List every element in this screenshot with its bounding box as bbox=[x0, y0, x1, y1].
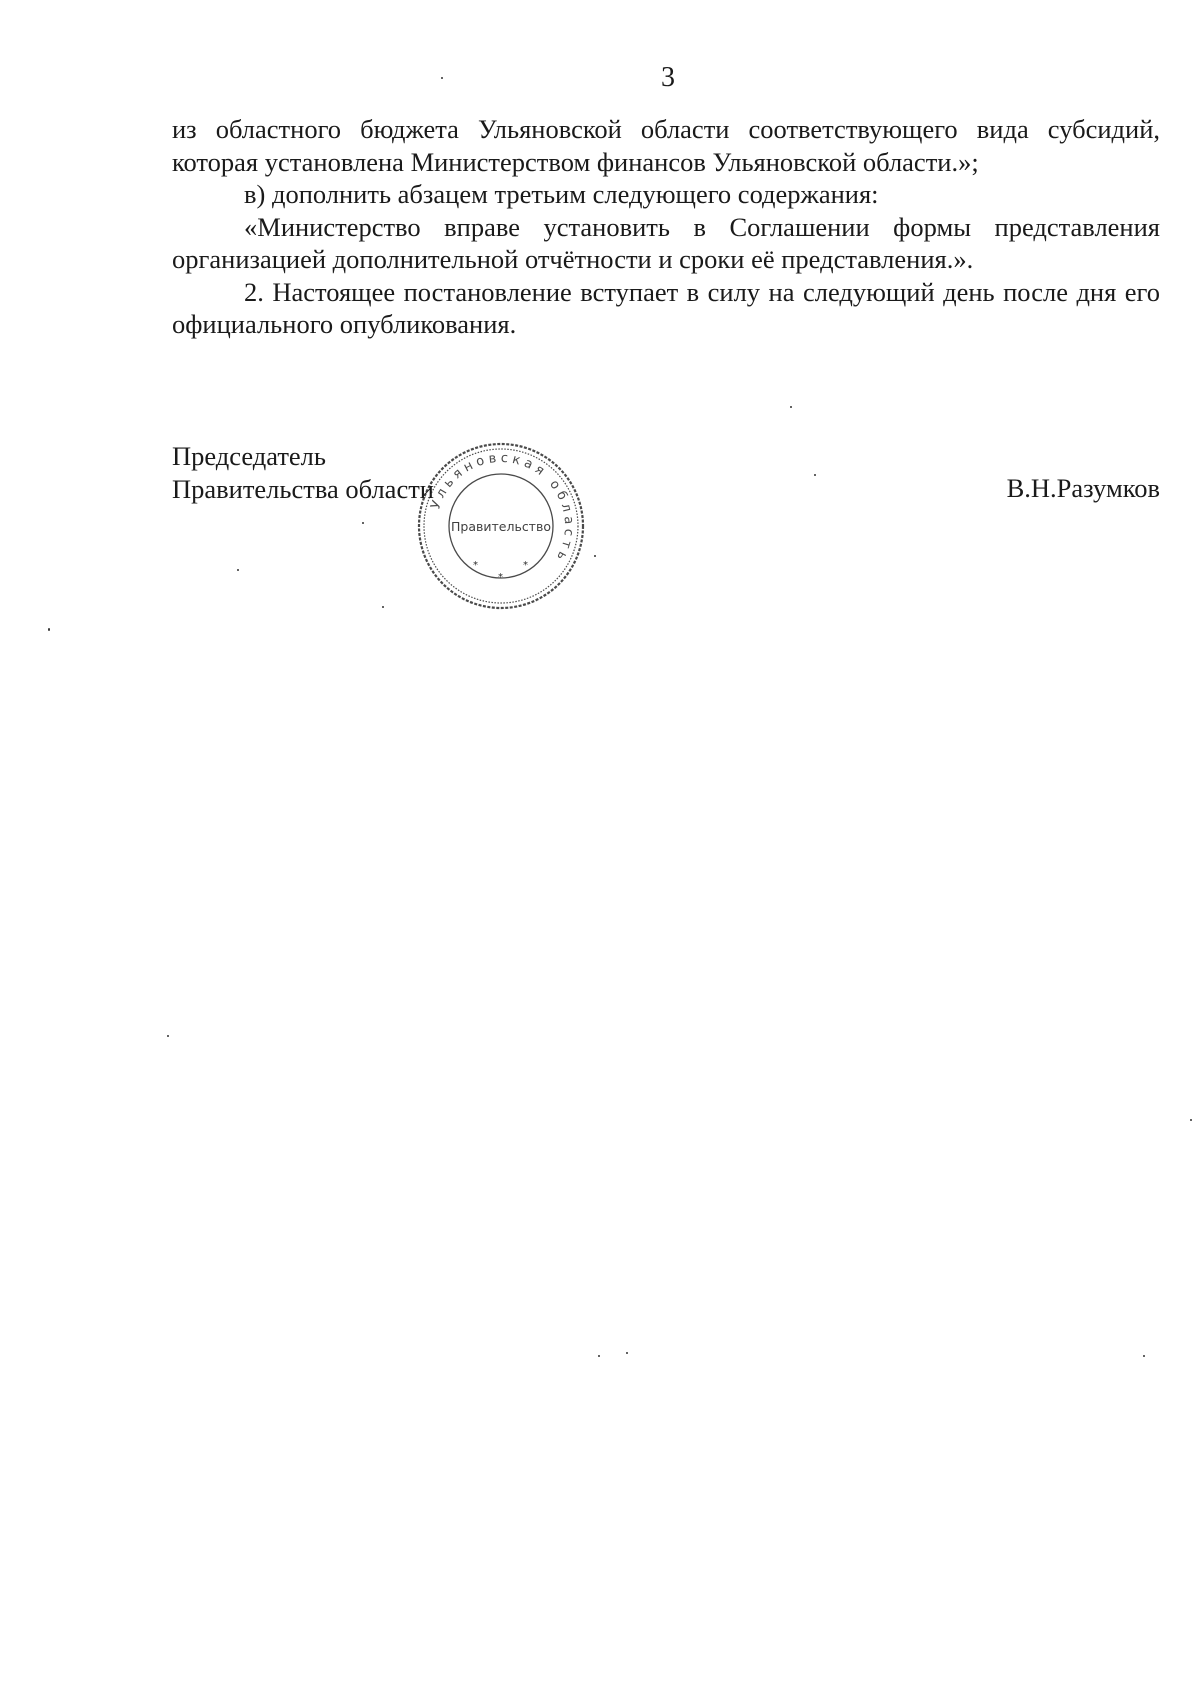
signatory-title-line: Председатель bbox=[172, 441, 326, 471]
svg-text:Ульяновская область: Ульяновская область bbox=[428, 450, 577, 567]
paragraph: из областного бюджета Ульяновской области соответствующего вида субсидий, которая установлена Министерством финансов Ульяновской области.»; bbox=[172, 114, 1160, 177]
seal-center-text: Правительство bbox=[451, 519, 551, 534]
scan-speck bbox=[237, 569, 239, 571]
paragraph: «Министерство вправе установить в Соглашении формы представления организацией дополнительной отчётности и сроки её представления.». bbox=[172, 211, 1160, 274]
scan-speck bbox=[167, 1035, 169, 1037]
scan-speck bbox=[594, 555, 596, 557]
signatory-title-line: Правительства области bbox=[172, 473, 434, 504]
scan-speck bbox=[441, 77, 443, 79]
signatory-name: В.Н.Разумков bbox=[1006, 473, 1160, 503]
scan-speck bbox=[48, 628, 50, 631]
scan-speck bbox=[814, 474, 816, 476]
scan-speck bbox=[1190, 1119, 1192, 1121]
svg-text:*: * bbox=[473, 560, 478, 571]
scan-speck bbox=[1143, 1355, 1145, 1357]
official-seal-stamp bbox=[415, 440, 587, 612]
scan-speck bbox=[790, 406, 792, 408]
paragraph: в) дополнить абзацем третьим следующего содержания: bbox=[244, 179, 879, 209]
svg-text:*: * bbox=[498, 572, 503, 583]
page-number: 3 bbox=[661, 62, 675, 93]
scan-speck bbox=[598, 1355, 600, 1357]
svg-text:*: * bbox=[523, 560, 528, 571]
signatory-title bbox=[172, 440, 434, 505]
paragraph: 2. Настоящее постановление вступает в силу на следующий день после дня его официального опубликования. bbox=[172, 276, 1160, 339]
scan-speck bbox=[382, 606, 384, 608]
scan-speck bbox=[362, 522, 364, 524]
scan-speck bbox=[626, 1352, 628, 1354]
document-body bbox=[172, 113, 1160, 341]
